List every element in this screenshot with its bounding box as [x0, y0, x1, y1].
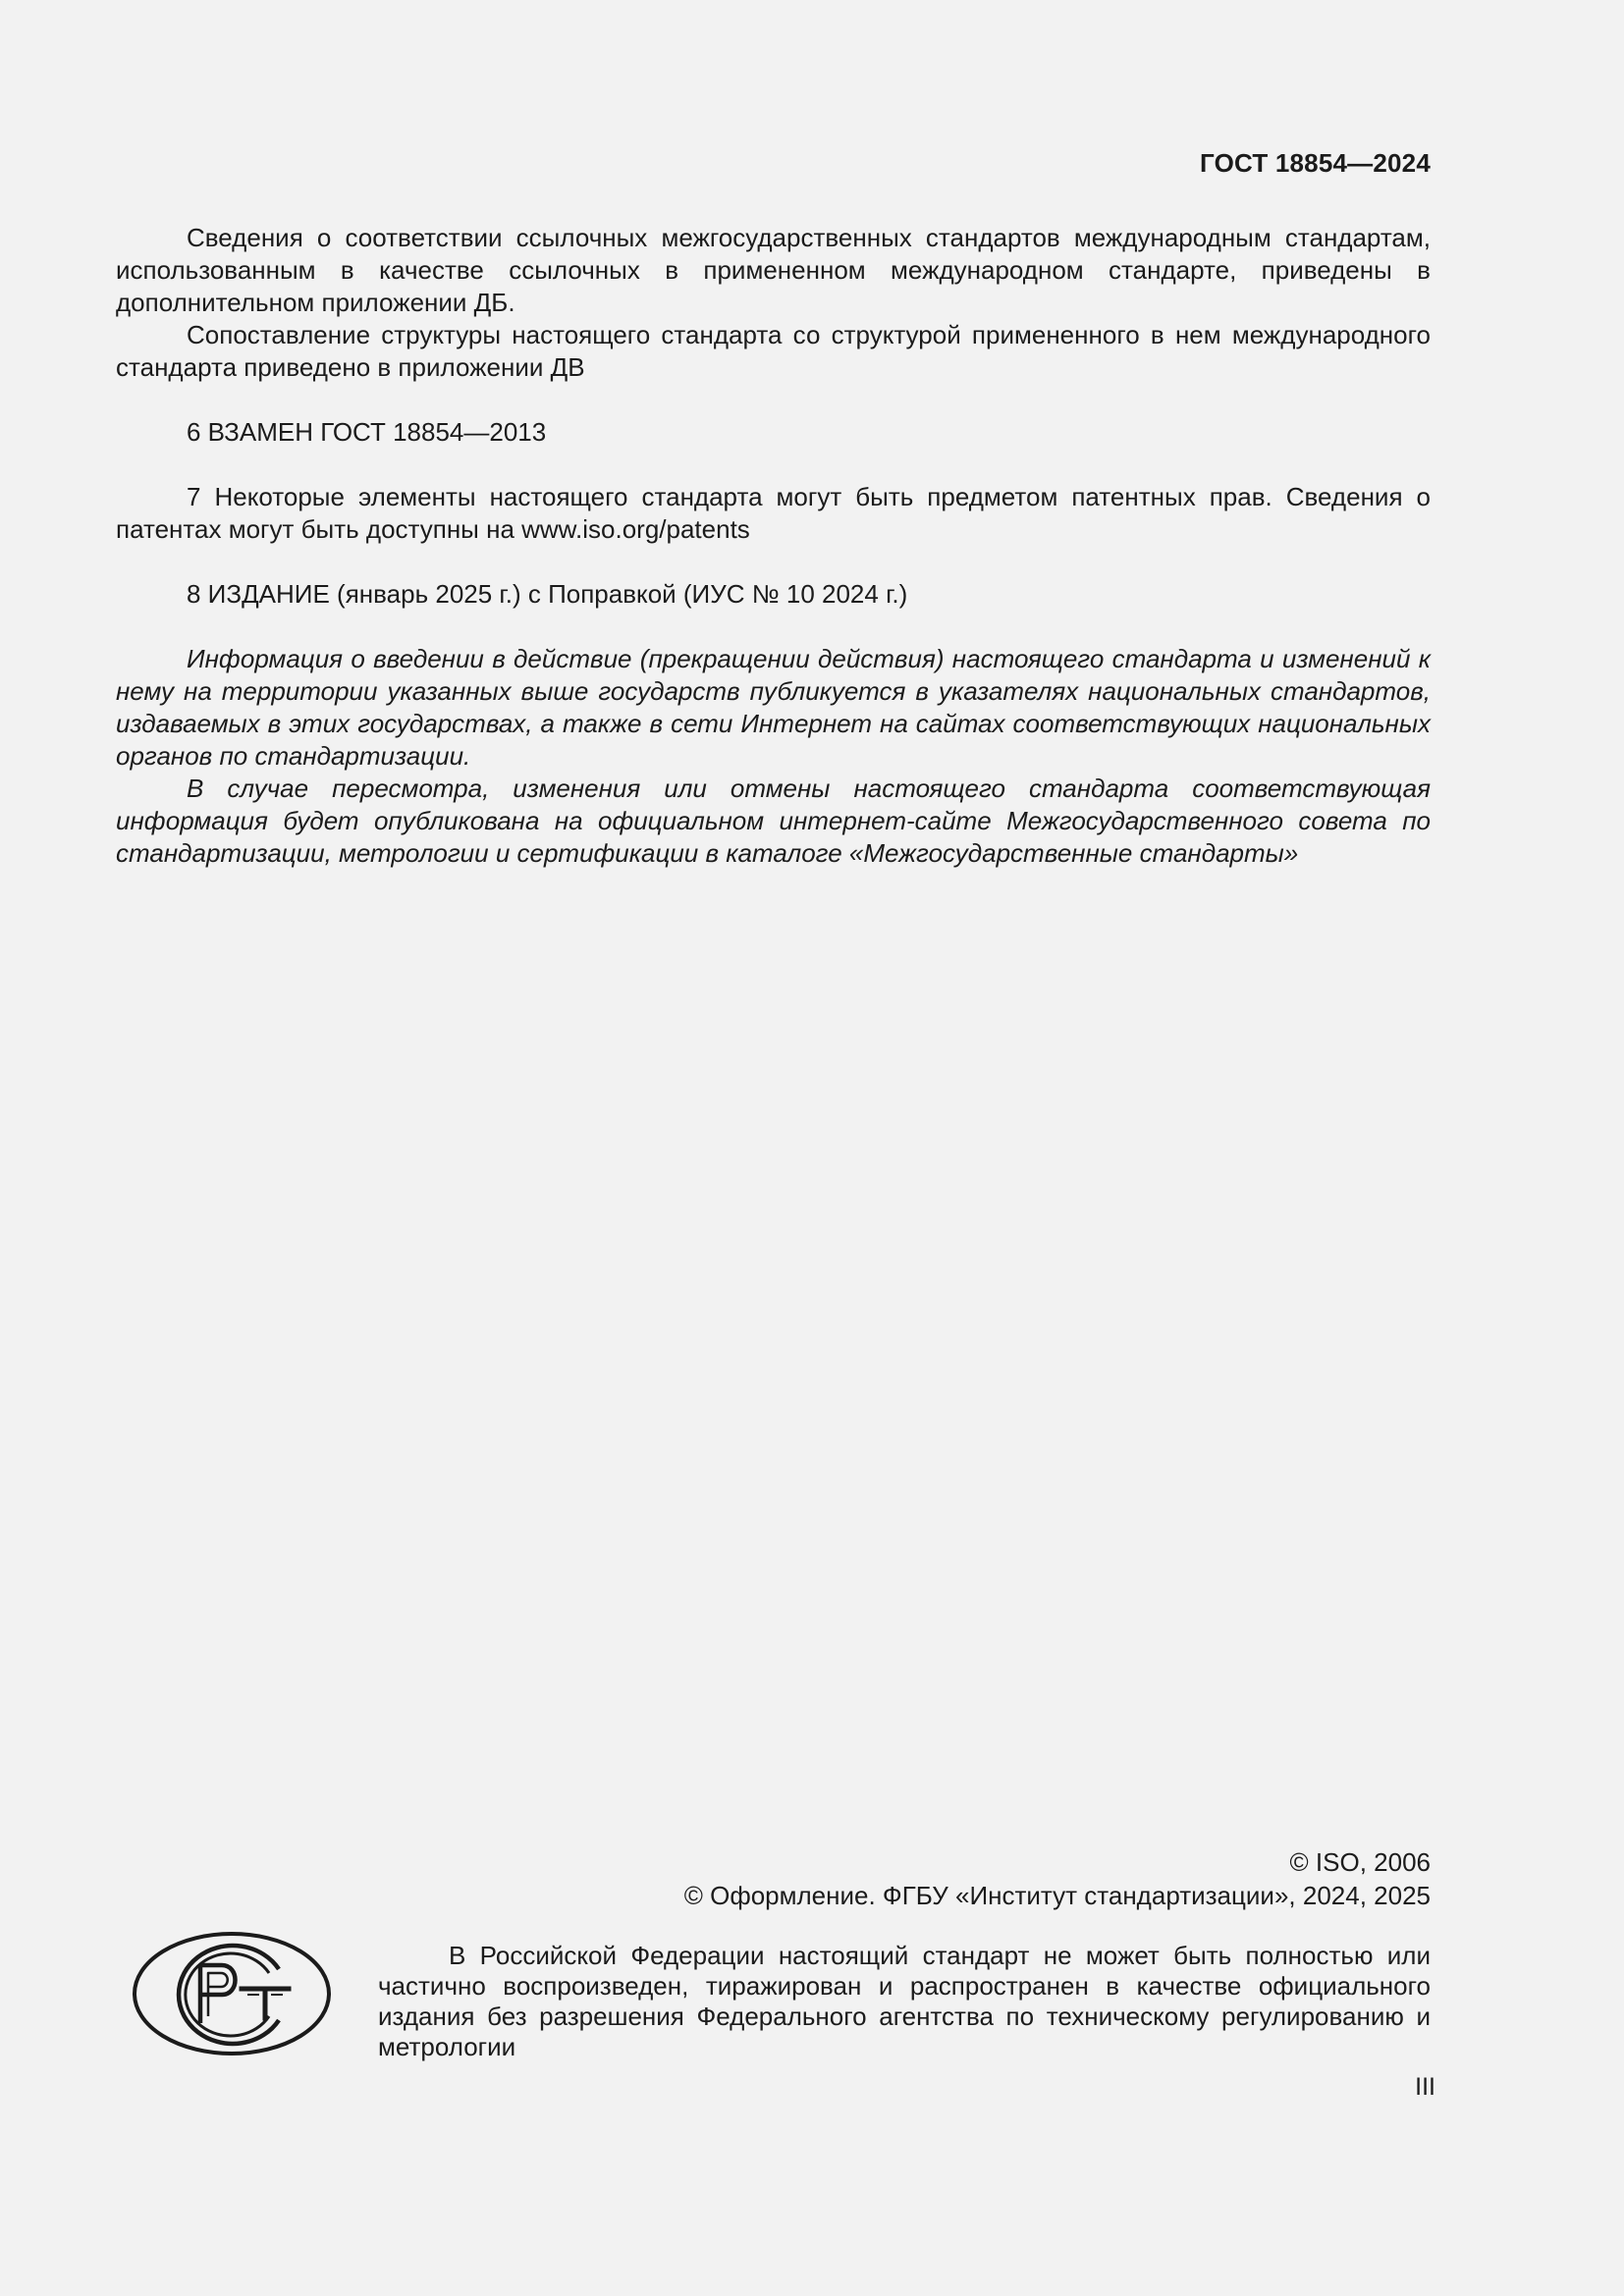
paragraph-reference-standards: Сведения о соответствии ссылочных межгосударственных стандартов международным стандартам, использованным в качестве ссылочных в примененном международном стандарте, приведены в дополнительном приложении ДБ. [116, 223, 1431, 317]
reproduction-notice-text: В Российской Федерации настоящий стандарт не может быть полностью или частично воспроизведен, тиражирован и распространен в качестве официального издания без разрешения Федерального агентства по техническому регулированию и метрологии [378, 1941, 1431, 2061]
paragraph-edition: 8 ИЗДАНИЕ (январь 2025 г.) с Поправкой (ИУС № 10 2024 г.) [187, 579, 908, 609]
copyright-iso: © ISO, 2006 [1289, 1847, 1431, 1877]
copyright-design: © Оформление. ФГБУ «Институт стандартизации», 2024, 2025 [683, 1881, 1431, 1910]
paragraph-enactment-info: Информация о введении в действие (прекращении действия) настоящего стандарта и изменений к нему на территории указанных выше государств публикуется в указателях национальных стандартов, издаваемых в этих государствах, а также в сети Интернет на сайтах соответствующих национальных органов по стандартизации. [116, 644, 1431, 771]
rst-certification-mark-icon [132, 1930, 332, 2057]
paragraph-structure-comparison: Сопоставление структуры настоящего стандарта со структурой примененного в нем международного стандарта приведено в приложении ДВ [116, 320, 1431, 382]
paragraph-patents: 7 Некоторые элементы настоящего стандарта могут быть предметом патентных прав. Сведения о патентах могут быть доступны на www.iso.org/patents [116, 482, 1431, 544]
main-content [116, 222, 1431, 870]
reproduction-notice [378, 1941, 1431, 2062]
paragraph-revision-info: В случае пересмотра, изменения или отмены настоящего стандарта соответствующая информация будет опубликована на официальном интернет-сайте Межгосударственного совета по стандартизации, метрологии и сертификации в каталоге «Межгосударственные стандарты» [116, 774, 1431, 868]
paragraph-replaces: 6 ВЗАМЕН ГОСТ 18854—2013 [187, 417, 547, 447]
standard-code-header: ГОСТ 18854—2024 [1200, 148, 1431, 178]
copyright-block [684, 1845, 1431, 1912]
page-number: III [1415, 2073, 1435, 2101]
